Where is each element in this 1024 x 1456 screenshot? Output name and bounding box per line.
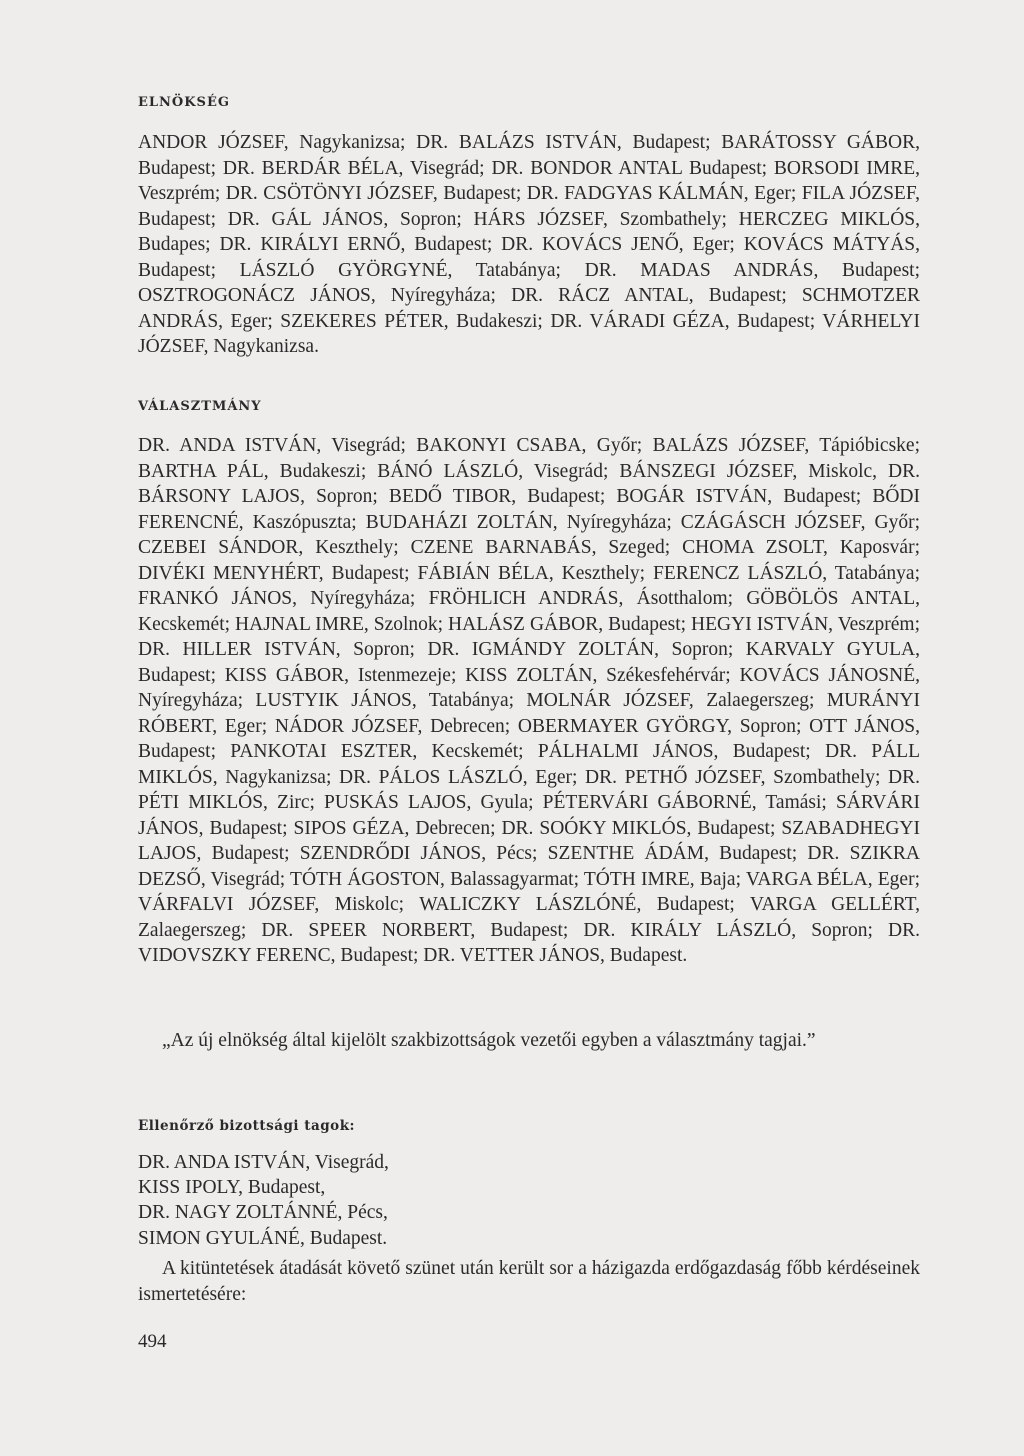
ellenorzo-member: DR. NAGY ZOLTÁNNÉ, Pécs, bbox=[138, 1202, 388, 1224]
section-heading-ellenorzo: Ellenőrző bizottsági tagok: bbox=[138, 1118, 356, 1134]
ellenorzo-member: DR. ANDA ISTVÁN, Visegrád, bbox=[138, 1152, 389, 1173]
page-number: 494 bbox=[138, 1331, 167, 1352]
section-heading-valasztmany: VÁLASZTMÁNY bbox=[138, 399, 262, 414]
valasztmany-member-list: DR. ANDA ISTVÁN, Visegrád; BAKONYI CSABA, Győr; BALÁZS JÓZSEF, Tápióbicske; BARTHA PÁL, Budakeszi; BÁNÓ LÁSZLÓ, Visegrád; BÁNSZEGI JÓZSEF, Miskolc, DR. BÁRSONY LAJOS, Sopron; BEDŐ TIBOR, Budapest; BOGÁR ISTVÁN, Budapest; BŐDI FERENCNÉ, Kaszópuszta; BUDAHÁZI ZOLTÁN, Nyíregyháza; CZÁGÁSCH JÓZSEF, Győr; CZEBEI SÁNDOR, Keszthely; CZENE BARNABÁS, Szeged; CHOMA ZSOLT, Kaposvár; DIVÉKI MENYHÉRT, Budapest; FÁBIÁN BÉLA, Keszthely; FERENCZ LÁSZLÓ, Tatabánya; FRANKÓ JÁNOS, Nyíregyháza; FRÖHLICH ANDRÁS, Ásotthalom; GÖBÖLÖS ANTAL, Kecskemét; HAJNAL IMRE, Szolnok; HALÁSZ GÁBOR, Budapest; HEGYI ISTVÁN, Veszprém; DR. HILLER ISTVÁN, Sopron; DR. IGMÁNDY ZOLTÁN, Sopron; KARVALY GYULA, Budapest; KISS GÁBOR, Istenmezeje; KISS ZOLTÁN, Székesfehérvár; KOVÁCS JÁNOSNÉ, Nyíregyháza; LUSTYIK JÁNOS, Tatabánya; MOLNÁR JÓZSEF, Zalaegerszeg; MURÁNYI RÓBERT, Eger; NÁDOR JÓZSEF, Debrecen; OBERMAYER GYÖRGY, Sopron; OTT JÁNOS, Budapest; PANKOTAI ESZTER, Kecskemét; PÁLHALMI JÁNOS, Budapest; DR. PÁLL MIKLÓS, Nagykanizsa; DR. PÁLOS LÁSZLÓ, Eger; DR. PETHŐ JÓZSEF, Szombathely; DR. PÉTI MIKLÓS, Zirc; PUSKÁS LAJOS, Gyula; PÉTERVÁRI GÁBORNÉ, Tamási; SÁRVÁRI JÁNOS, Budapest; SIPOS GÉZA, Debrecen; DR. SOÓKY MIKLÓS, Budapest; SZABADHEGYI LAJOS, Budapest; SZENDRŐDI JÁNOS, Pécs; SZENTHE ÁDÁM, Budapest; DR. SZIKRA DEZSŐ, Visegrád; TÓTH ÁGOSTON, Balassagyarmat; TÓTH IMRE, Baja; VARGA BÉLA, Eger; VÁRFALVI JÓZSEF, Miskolc; WALICZKY LÁSZLÓNÉ, Budapest; VARGA GELLÉRT, Zalaegerszeg; DR. SPEER NORBERT, Budapest; DR. KIRÁLY LÁSZLÓ, Sopron; DR. VIDOVSZKY FERENC, Budapest; DR. VETTER JÁNOS, Budapest. bbox=[138, 435, 920, 966]
section-heading-elnokseg: ELNÖKSÉG bbox=[138, 95, 230, 110]
elnokseg-member-list: ANDOR JÓZSEF, Nagykanizsa; DR. BALÁZS ISTVÁN, Budapest; BARÁTOSSY GÁBOR, Budapest; DR. BERDÁR BÉLA, Visegrád; DR. BONDOR ANTAL Budapest; BORSODI IMRE, Veszprém; DR. CSÖTÖNYI JÓZSEF, Budapest; DR. FADGYAS KÁLMÁN, Eger; FILA JÓZSEF, Budapest; DR. GÁL JÁNOS, Sopron; HÁRS JÓZSEF, Szombathely; HERCZEG MIKLÓS, Budapes; DR. KIRÁLYI ERNŐ, Budapest; DR. KOVÁCS JENŐ, Eger; KOVÁCS MÁTYÁS, Budapest; LÁSZLÓ GYÖRGYNÉ, Tatabánya; DR. MADAS ANDRÁS, Budapest; OSZTROGONÁCZ JÁNOS, Nyíregyháza; DR. RÁCZ ANTAL, Budapest; SCHMOTZER ANDRÁS, Eger; SZEKERES PÉTER, Budakeszi; DR. VÁRADI GÉZA, Budapest; VÁRHELYI JÓZSEF, Nagykanizsa. bbox=[138, 132, 920, 357]
closing-paragraph: A kitüntetések átadását követő szünet után került sor a házigazda erdőgazdaság főbb kérdéseinek ismertetésére: bbox=[138, 1258, 920, 1305]
ellenorzo-member-list bbox=[138, 1150, 389, 1251]
ellenorzo-member: KISS IPOLY, Budapest, bbox=[138, 1177, 326, 1199]
valasztmany-note-quote: „Az új elnökség által kijelölt szakbizottságok vezetői egyben a választmány tagjai.” bbox=[162, 1030, 816, 1051]
ellenorzo-member: SIMON GYULÁNÉ, Budapest. bbox=[138, 1227, 388, 1249]
